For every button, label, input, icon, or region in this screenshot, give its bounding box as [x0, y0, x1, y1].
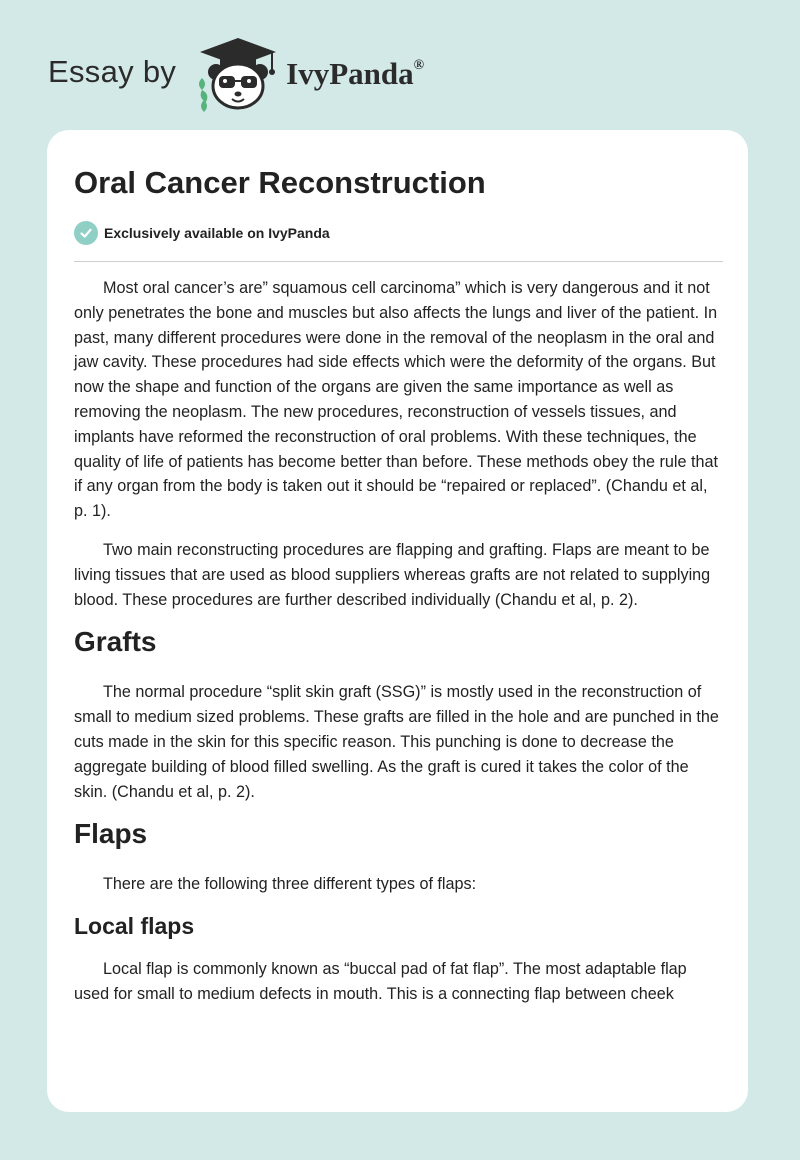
- page-title: Oral Cancer Reconstruction: [74, 165, 486, 200]
- section-heading-grafts: Grafts: [74, 626, 157, 658]
- badge-label: Exclusively available on IvyPanda: [104, 225, 330, 241]
- brand-name[interactable]: IvyPanda®: [286, 56, 425, 91]
- section-heading-flaps: Flaps: [74, 818, 148, 850]
- essay-card: [47, 130, 748, 1112]
- paragraph: Local flap is commonly known as “buccal pad of fat flap”. The most adaptable flap used for small to medium defects in mouth. This is a connecting flap between cheek: [74, 960, 687, 1003]
- paragraph: There are the following three different types of flaps:: [103, 875, 477, 894]
- paragraph: Two main reconstructing procedures are flapping and grafting. Flaps are meant to be living tissues that are used as blood suppliers whereas grafts are not related to supplying blood. These procedures are further described individually (Chandu et al, p. 2).: [74, 540, 711, 609]
- exclusive-badge: [74, 221, 330, 245]
- check-icon: [74, 221, 98, 245]
- panda-logo-icon: [194, 36, 282, 112]
- paragraph: The normal procedure “split skin graft (SSG)” is mostly used in the reconstruction of small to medium sized problems. These grafts are filled in the hole and are punched in the cuts made in the skin for this specific reason. This punching is done to decrease the aggregate building of blood filled swelling. As the graft is cured it takes the color of the skin. (Chandu et al, p. 2).: [74, 683, 719, 801]
- site-header: [48, 36, 424, 112]
- article-body: [74, 276, 723, 1021]
- paragraph: Most oral cancer’s are” squamous cell carcinoma” which is very dangerous and it not only penetrates the bone and muscles but also affects the lungs and liver of the patient. In past, many different procedures were done in the removal of the neoplasm in the oral and jaw cavity. These procedures had side effects which were the deformity of the organs. But now the shape and function of the organs are given the same importance as well as removing the neoplasm. The new procedures, reconstruction of vessels tissues, and implants have reformed the reconstruction of oral problems. With these techniques, the quality of life of patients has become better than before. These methods obey the rule that if any organ from the body is taken out it should be “repaired or replaced”. (Chandu et al, p. 1).: [74, 279, 719, 521]
- subsection-heading-local-flaps: Local flaps: [74, 913, 195, 940]
- divider: [74, 261, 723, 262]
- registered-mark: ®: [413, 58, 425, 73]
- essay-by-label: Essay by: [48, 54, 177, 89]
